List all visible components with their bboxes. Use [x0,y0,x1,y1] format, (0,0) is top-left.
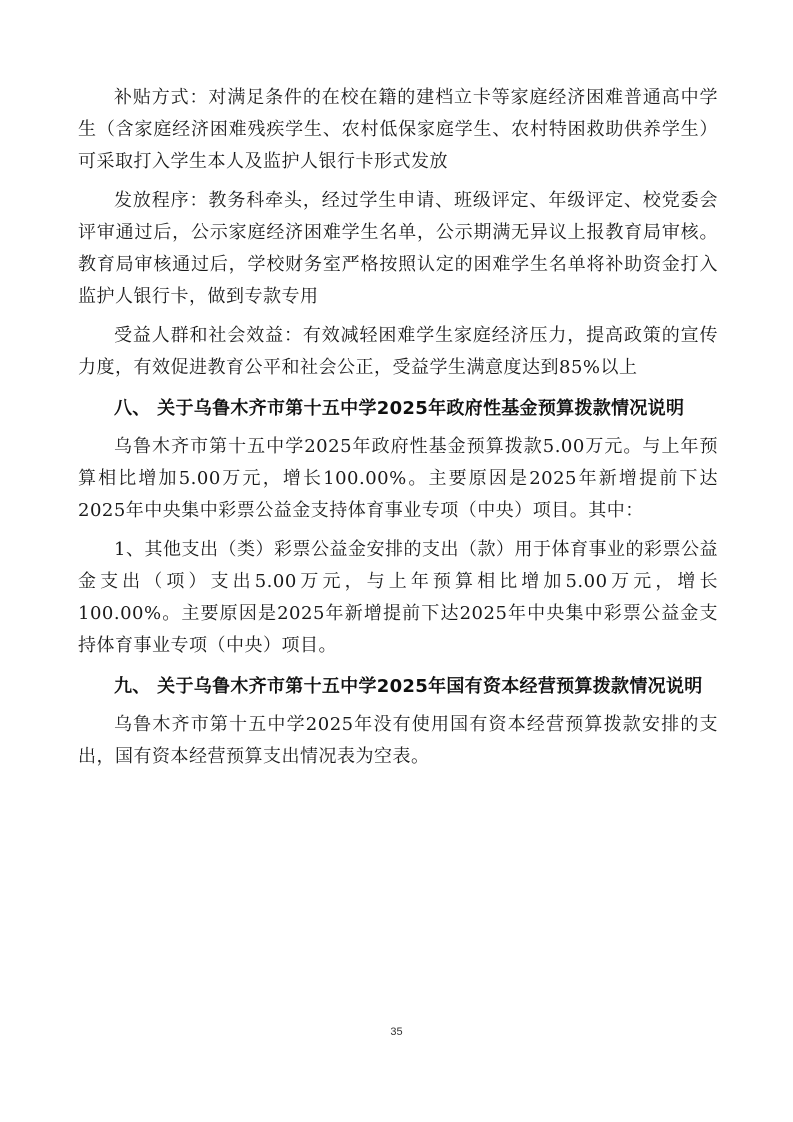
section-8-intro: 乌鲁木齐市第十五中学2025年政府性基金预算拨款5.00万元。与上年预算相比增加5.00万元，增长100.00%。主要原因是2025年新增提前下达2025年中央集中彩票公益金支持体育事业专项（中央）项目。其中： [78,436,718,521]
section-8-item-1: 1、其他支出（类）彩票公益金安排的支出（款）用于体育事业的彩票公益金支出（项）支出5.00万元，与上年预算相比增加5.00万元，增长100.00%。主要原因是2025年新增提前下达2025年中央集中彩票公益金支持体育事业专项（中央）项目。 [78,539,718,656]
page-content [78,82,718,780]
section-9-heading: 九、 关于乌鲁木齐市第十五中学2025年国有资本经营预算拨款情况说明 [114,676,703,697]
page-number: 35 [390,1026,403,1038]
section-9-body: 乌鲁木齐市第十五中学2025年没有使用国有资本经营预算拨款安排的支出，国有资本经营预算支出情况表为空表。 [78,714,718,767]
paragraph-beneficiaries: 受益人群和社会效益：有效减轻困难学生家庭经济压力，提高政策的宣传力度，有效促进教育公平和社会公正，受益学生满意度达到85%以上 [78,325,718,378]
section-8-heading: 八、 关于乌鲁木齐市第十五中学2025年政府性基金预算拨款情况说明 [114,398,685,419]
paragraph-subsidy-method: 补贴方式：对满足条件的在校在籍的建档立卡等家庭经济困难普通高中学生（含家庭经济困难残疾学生、农村低保家庭学生、农村特困救助供养学生）可采取打入学生本人及监护人银行卡形式发放 [78,87,718,172]
paragraph-distribution-procedure: 发放程序：教务科牵头，经过学生申请、班级评定、年级评定、校党委会评审通过后，公示家庭经济困难学生名单，公示期满无异议上报教育局审核。教育局审核通过后，学校财务室严格按照认定的困难学生名单将补助资金打入监护人银行卡，做到专款专用 [78,190,718,307]
